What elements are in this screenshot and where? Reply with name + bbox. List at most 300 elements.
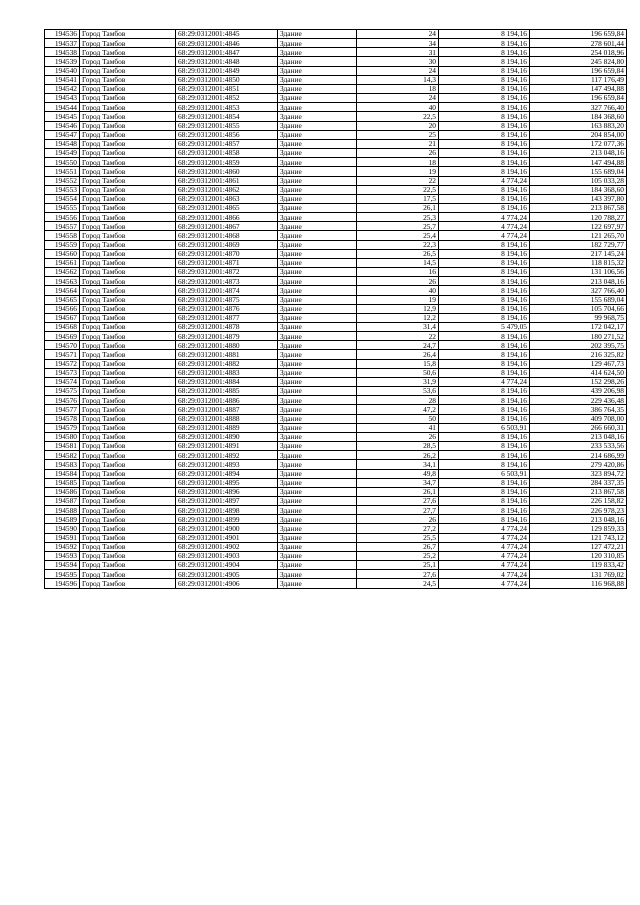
table-row — [45, 442, 627, 451]
cell-locality: Город Тамбов — [80, 405, 176, 414]
cell-area: 17,5 — [357, 194, 439, 203]
cell-object-type: Здание — [278, 350, 357, 359]
cell-cadastral-number: 68:29:0312001:4888 — [176, 414, 278, 423]
cell-object-type: Здание — [278, 194, 357, 203]
cell-row-number: 194555 — [45, 203, 80, 212]
cell-locality: Город Тамбов — [80, 506, 176, 515]
cell-cadastral-number: 68:29:0312001:4877 — [176, 313, 278, 322]
cell-locality: Город Тамбов — [80, 158, 176, 167]
cell-specific-value: 8 194,16 — [439, 432, 530, 441]
cell-object-type: Здание — [278, 203, 357, 212]
table-row — [45, 249, 627, 258]
cell-locality: Город Тамбов — [80, 460, 176, 469]
cell-area: 30 — [357, 57, 439, 66]
table-row — [45, 30, 627, 39]
cell-specific-value: 8 194,16 — [439, 341, 530, 350]
table-row — [45, 277, 627, 286]
cell-cadastral-number: 68:29:0312001:4875 — [176, 295, 278, 304]
cell-cadastral-value: 180 271,52 — [530, 332, 627, 341]
cell-locality: Город Тамбов — [80, 524, 176, 533]
cell-row-number: 194574 — [45, 377, 80, 386]
cell-area: 49,8 — [357, 469, 439, 478]
cell-cadastral-value: 323 894,72 — [530, 469, 627, 478]
cell-cadastral-number: 68:29:0312001:4878 — [176, 323, 278, 332]
cell-locality: Город Тамбов — [80, 551, 176, 560]
cell-cadastral-value: 202 395,75 — [530, 341, 627, 350]
cell-row-number: 194552 — [45, 176, 80, 185]
cell-row-number: 194553 — [45, 185, 80, 194]
table-row — [45, 323, 627, 332]
cell-specific-value: 8 194,16 — [439, 387, 530, 396]
cell-row-number: 194541 — [45, 75, 80, 84]
cell-locality: Город Тамбов — [80, 341, 176, 350]
cell-specific-value: 8 194,16 — [439, 66, 530, 75]
cell-locality: Город Тамбов — [80, 222, 176, 231]
cell-row-number: 194539 — [45, 57, 80, 66]
cell-locality: Город Тамбов — [80, 579, 176, 588]
cell-row-number: 194554 — [45, 194, 80, 203]
cell-cadastral-value: 118 815,32 — [530, 258, 627, 267]
cell-specific-value: 8 194,16 — [439, 442, 530, 451]
cell-row-number: 194570 — [45, 341, 80, 350]
cell-cadastral-value: 254 018,96 — [530, 48, 627, 57]
cell-specific-value: 8 194,16 — [439, 396, 530, 405]
cell-object-type: Здание — [278, 368, 357, 377]
cell-specific-value: 8 194,16 — [439, 112, 530, 121]
cell-row-number: 194536 — [45, 30, 80, 39]
cell-row-number: 194584 — [45, 469, 80, 478]
cell-specific-value: 8 194,16 — [439, 194, 530, 203]
cell-area: 26,5 — [357, 249, 439, 258]
cell-cadastral-number: 68:29:0312001:4866 — [176, 213, 278, 222]
cell-cadastral-number: 68:29:0312001:4906 — [176, 579, 278, 588]
cell-specific-value: 8 194,16 — [439, 103, 530, 112]
cell-object-type: Здание — [278, 277, 357, 286]
cell-specific-value: 8 194,16 — [439, 515, 530, 524]
table-row — [45, 258, 627, 267]
cell-area: 15,8 — [357, 359, 439, 368]
cell-object-type: Здание — [278, 515, 357, 524]
cell-locality: Город Тамбов — [80, 414, 176, 423]
cell-locality: Город Тамбов — [80, 203, 176, 212]
cell-locality: Город Тамбов — [80, 30, 176, 39]
cell-area: 50,6 — [357, 368, 439, 377]
cell-object-type: Здание — [278, 176, 357, 185]
cell-locality: Город Тамбов — [80, 387, 176, 396]
cell-cadastral-number: 68:29:0312001:4854 — [176, 112, 278, 121]
table-row — [45, 350, 627, 359]
cell-cadastral-value: 327 766,40 — [530, 103, 627, 112]
table-row — [45, 515, 627, 524]
cell-cadastral-value: 127 472,21 — [530, 542, 627, 551]
cell-area: 28,5 — [357, 442, 439, 451]
cell-cadastral-value: 409 708,00 — [530, 414, 627, 423]
cell-specific-value: 8 194,16 — [439, 313, 530, 322]
cell-locality: Город Тамбов — [80, 167, 176, 176]
cell-specific-value: 8 194,16 — [439, 185, 530, 194]
cell-object-type: Здание — [278, 130, 357, 139]
cell-cadastral-number: 68:29:0312001:4852 — [176, 94, 278, 103]
cell-cadastral-value: 129 467,73 — [530, 359, 627, 368]
cell-row-number: 194578 — [45, 414, 80, 423]
cell-area: 19 — [357, 167, 439, 176]
cell-locality: Город Тамбов — [80, 396, 176, 405]
cell-cadastral-value: 105 704,66 — [530, 304, 627, 313]
cell-row-number: 194594 — [45, 561, 80, 570]
cell-locality: Город Тамбов — [80, 249, 176, 258]
cell-specific-value: 8 194,16 — [439, 414, 530, 423]
cell-row-number: 194569 — [45, 332, 80, 341]
cell-specific-value: 8 194,16 — [439, 139, 530, 148]
cell-area: 21 — [357, 139, 439, 148]
cell-row-number: 194591 — [45, 533, 80, 542]
cell-object-type: Здание — [278, 249, 357, 258]
cell-cadastral-number: 68:29:0312001:4904 — [176, 561, 278, 570]
cell-cadastral-value: 121 743,12 — [530, 533, 627, 542]
cell-cadastral-number: 68:29:0312001:4869 — [176, 240, 278, 249]
cell-cadastral-number: 68:29:0312001:4891 — [176, 442, 278, 451]
table-row — [45, 579, 627, 588]
table-row — [45, 167, 627, 176]
cell-object-type: Здание — [278, 533, 357, 542]
table-row — [45, 496, 627, 505]
cell-cadastral-number: 68:29:0312001:4902 — [176, 542, 278, 551]
cell-row-number: 194550 — [45, 158, 80, 167]
cell-cadastral-value: 121 265,70 — [530, 231, 627, 240]
cell-cadastral-value: 214 686,99 — [530, 451, 627, 460]
cell-locality: Город Тамбов — [80, 478, 176, 487]
cell-row-number: 194540 — [45, 66, 80, 75]
cell-row-number: 194593 — [45, 551, 80, 560]
cell-cadastral-number: 68:29:0312001:4897 — [176, 496, 278, 505]
cell-object-type: Здание — [278, 39, 357, 48]
cell-cadastral-value: 196 659,84 — [530, 66, 627, 75]
cell-object-type: Здание — [278, 396, 357, 405]
cell-cadastral-value: 120 788,27 — [530, 213, 627, 222]
cell-cadastral-number: 68:29:0312001:4867 — [176, 222, 278, 231]
cell-locality: Город Тамбов — [80, 130, 176, 139]
cell-specific-value: 8 194,16 — [439, 268, 530, 277]
cell-locality: Город Тамбов — [80, 487, 176, 496]
table-row — [45, 313, 627, 322]
cell-locality: Город Тамбов — [80, 258, 176, 267]
cell-locality: Город Тамбов — [80, 194, 176, 203]
table-row — [45, 432, 627, 441]
cell-specific-value: 8 194,16 — [439, 478, 530, 487]
cell-locality: Город Тамбов — [80, 176, 176, 185]
cell-locality: Город Тамбов — [80, 542, 176, 551]
cell-cadastral-number: 68:29:0312001:4863 — [176, 194, 278, 203]
cell-cadastral-number: 68:29:0312001:4882 — [176, 359, 278, 368]
cell-object-type: Здание — [278, 387, 357, 396]
cell-object-type: Здание — [278, 103, 357, 112]
cell-cadastral-value: 120 310,85 — [530, 551, 627, 560]
cell-row-number: 194588 — [45, 506, 80, 515]
table-row — [45, 84, 627, 93]
table-row — [45, 130, 627, 139]
cell-area: 25,1 — [357, 561, 439, 570]
cell-row-number: 194573 — [45, 368, 80, 377]
cell-cadastral-value: 217 145,24 — [530, 249, 627, 258]
cell-row-number: 194582 — [45, 451, 80, 460]
cell-specific-value: 4 774,24 — [439, 176, 530, 185]
cell-specific-value: 8 194,16 — [439, 149, 530, 158]
cell-locality: Город Тамбов — [80, 377, 176, 386]
cell-cadastral-number: 68:29:0312001:4857 — [176, 139, 278, 148]
cell-cadastral-number: 68:29:0312001:4905 — [176, 570, 278, 579]
cell-cadastral-number: 68:29:0312001:4881 — [176, 350, 278, 359]
cell-locality: Город Тамбов — [80, 112, 176, 121]
cell-row-number: 194580 — [45, 432, 80, 441]
cell-cadastral-number: 68:29:0312001:4901 — [176, 533, 278, 542]
cell-object-type: Здание — [278, 313, 357, 322]
cell-object-type: Здание — [278, 323, 357, 332]
cell-object-type: Здание — [278, 561, 357, 570]
cell-row-number: 194568 — [45, 323, 80, 332]
cell-locality: Город Тамбов — [80, 240, 176, 249]
cell-object-type: Здание — [278, 304, 357, 313]
cell-object-type: Здание — [278, 359, 357, 368]
cell-locality: Город Тамбов — [80, 231, 176, 240]
cell-cadastral-value: 147 494,88 — [530, 158, 627, 167]
cell-specific-value: 8 194,16 — [439, 75, 530, 84]
cell-specific-value: 8 194,16 — [439, 57, 530, 66]
cell-row-number: 194575 — [45, 387, 80, 396]
cell-cadastral-value: 278 601,44 — [530, 39, 627, 48]
table-row — [45, 295, 627, 304]
cell-locality: Город Тамбов — [80, 451, 176, 460]
cell-object-type: Здание — [278, 442, 357, 451]
cell-area: 24 — [357, 94, 439, 103]
table-row — [45, 533, 627, 542]
cell-area: 24 — [357, 30, 439, 39]
cell-cadastral-value: 172 077,36 — [530, 139, 627, 148]
cell-specific-value: 4 774,24 — [439, 551, 530, 560]
cell-specific-value: 8 194,16 — [439, 203, 530, 212]
table-row — [45, 542, 627, 551]
cell-area: 34 — [357, 39, 439, 48]
cell-object-type: Здание — [278, 240, 357, 249]
cell-area: 12,2 — [357, 313, 439, 322]
cell-row-number: 194567 — [45, 313, 80, 322]
cell-object-type: Здание — [278, 570, 357, 579]
cell-row-number: 194564 — [45, 286, 80, 295]
cell-area: 22,5 — [357, 112, 439, 121]
cell-row-number: 194587 — [45, 496, 80, 505]
cell-cadastral-number: 68:29:0312001:4850 — [176, 75, 278, 84]
cell-cadastral-value: 155 689,04 — [530, 167, 627, 176]
cell-cadastral-number: 68:29:0312001:4872 — [176, 268, 278, 277]
cell-cadastral-number: 68:29:0312001:4896 — [176, 487, 278, 496]
cell-object-type: Здание — [278, 377, 357, 386]
cell-object-type: Здание — [278, 84, 357, 93]
cell-object-type: Здание — [278, 185, 357, 194]
cell-cadastral-value: 155 689,04 — [530, 295, 627, 304]
cell-specific-value: 4 774,24 — [439, 579, 530, 588]
cell-specific-value: 8 194,16 — [439, 30, 530, 39]
table-row — [45, 75, 627, 84]
cell-row-number: 194548 — [45, 139, 80, 148]
table-row — [45, 139, 627, 148]
cell-cadastral-number: 68:29:0312001:4856 — [176, 130, 278, 139]
cell-area: 26,1 — [357, 203, 439, 212]
cell-row-number: 194572 — [45, 359, 80, 368]
cell-area: 31,4 — [357, 323, 439, 332]
cell-object-type: Здание — [278, 496, 357, 505]
cell-area: 27,6 — [357, 570, 439, 579]
cell-row-number: 194589 — [45, 515, 80, 524]
table-row — [45, 524, 627, 533]
cell-area: 22,5 — [357, 185, 439, 194]
cell-object-type: Здание — [278, 542, 357, 551]
table-row — [45, 112, 627, 121]
table-row — [45, 231, 627, 240]
cell-area: 28 — [357, 396, 439, 405]
cell-area: 14,5 — [357, 258, 439, 267]
cell-cadastral-value: 213 867,58 — [530, 487, 627, 496]
cell-specific-value: 8 194,16 — [439, 295, 530, 304]
cell-specific-value: 4 774,24 — [439, 533, 530, 542]
cell-object-type: Здание — [278, 75, 357, 84]
cell-specific-value: 4 774,24 — [439, 542, 530, 551]
cell-specific-value: 8 194,16 — [439, 158, 530, 167]
cell-specific-value: 4 774,24 — [439, 377, 530, 386]
table-row — [45, 387, 627, 396]
cell-area: 41 — [357, 423, 439, 432]
cell-object-type: Здание — [278, 48, 357, 57]
cell-specific-value: 4 774,24 — [439, 570, 530, 579]
cell-cadastral-number: 68:29:0312001:4903 — [176, 551, 278, 560]
cell-cadastral-number: 68:29:0312001:4870 — [176, 249, 278, 258]
cell-cadastral-value: 233 533,56 — [530, 442, 627, 451]
cell-cadastral-value: 213 048,16 — [530, 515, 627, 524]
cell-cadastral-value: 122 697,97 — [530, 222, 627, 231]
cell-area: 26,2 — [357, 451, 439, 460]
cell-locality: Город Тамбов — [80, 213, 176, 222]
cell-row-number: 194571 — [45, 350, 80, 359]
cell-locality: Город Тамбов — [80, 432, 176, 441]
table-row — [45, 286, 627, 295]
cell-cadastral-value: 204 854,00 — [530, 130, 627, 139]
table-row — [45, 304, 627, 313]
cell-cadastral-value: 196 659,84 — [530, 30, 627, 39]
table-row — [45, 423, 627, 432]
cell-row-number: 194592 — [45, 542, 80, 551]
cell-area: 12,9 — [357, 304, 439, 313]
cell-row-number: 194576 — [45, 396, 80, 405]
cell-cadastral-value: 213 867,58 — [530, 203, 627, 212]
cell-locality: Город Тамбов — [80, 515, 176, 524]
cell-specific-value: 8 194,16 — [439, 359, 530, 368]
cell-cadastral-value: 117 176,49 — [530, 75, 627, 84]
table-row — [45, 103, 627, 112]
cell-area: 34,1 — [357, 460, 439, 469]
cell-area: 31,9 — [357, 377, 439, 386]
cell-area: 26,4 — [357, 350, 439, 359]
cell-specific-value: 8 194,16 — [439, 258, 530, 267]
table-row — [45, 341, 627, 350]
cell-locality: Город Тамбов — [80, 286, 176, 295]
table-row — [45, 478, 627, 487]
cell-cadastral-number: 68:29:0312001:4871 — [176, 258, 278, 267]
cell-area: 24,5 — [357, 579, 439, 588]
cell-object-type: Здание — [278, 432, 357, 441]
cell-row-number: 194558 — [45, 231, 80, 240]
cell-row-number: 194544 — [45, 103, 80, 112]
cell-area: 16 — [357, 268, 439, 277]
cell-area: 25,7 — [357, 222, 439, 231]
table-row — [45, 158, 627, 167]
cell-area: 20 — [357, 121, 439, 130]
cell-cadastral-number: 68:29:0312001:4851 — [176, 84, 278, 93]
cell-cadastral-number: 68:29:0312001:4849 — [176, 66, 278, 75]
cell-row-number: 194585 — [45, 478, 80, 487]
cell-cadastral-value: 229 436,48 — [530, 396, 627, 405]
cell-cadastral-number: 68:29:0312001:4846 — [176, 39, 278, 48]
cell-cadastral-value: 184 368,60 — [530, 185, 627, 194]
cell-cadastral-value: 105 033,28 — [530, 176, 627, 185]
cell-locality: Город Тамбов — [80, 350, 176, 359]
cell-specific-value: 8 194,16 — [439, 496, 530, 505]
cell-row-number: 194549 — [45, 149, 80, 158]
cell-object-type: Здание — [278, 451, 357, 460]
cell-row-number: 194543 — [45, 94, 80, 103]
cell-row-number: 194547 — [45, 130, 80, 139]
cell-locality: Город Тамбов — [80, 39, 176, 48]
cell-cadastral-number: 68:29:0312001:4900 — [176, 524, 278, 533]
cell-locality: Город Тамбов — [80, 149, 176, 158]
cell-area: 22 — [357, 332, 439, 341]
cell-object-type: Здание — [278, 506, 357, 515]
cell-cadastral-number: 68:29:0312001:4855 — [176, 121, 278, 130]
cell-locality: Город Тамбов — [80, 268, 176, 277]
cell-object-type: Здание — [278, 213, 357, 222]
cell-cadastral-value: 184 368,60 — [530, 112, 627, 121]
cell-locality: Город Тамбов — [80, 313, 176, 322]
cell-object-type: Здание — [278, 121, 357, 130]
cell-row-number: 194562 — [45, 268, 80, 277]
cell-locality: Город Тамбов — [80, 295, 176, 304]
table-row — [45, 194, 627, 203]
cell-area: 53,6 — [357, 387, 439, 396]
cell-cadastral-value: 196 659,84 — [530, 94, 627, 103]
cell-area: 47,2 — [357, 405, 439, 414]
table-row — [45, 332, 627, 341]
cell-cadastral-value: 152 298,26 — [530, 377, 627, 386]
cell-row-number: 194546 — [45, 121, 80, 130]
cell-cadastral-number: 68:29:0312001:4874 — [176, 286, 278, 295]
table-body — [45, 30, 627, 589]
cell-cadastral-number: 68:29:0312001:4885 — [176, 387, 278, 396]
cell-object-type: Здание — [278, 30, 357, 39]
cell-cadastral-number: 68:29:0312001:4889 — [176, 423, 278, 432]
cell-area: 25,3 — [357, 213, 439, 222]
cell-specific-value: 8 194,16 — [439, 405, 530, 414]
cell-specific-value: 8 194,16 — [439, 304, 530, 313]
cell-specific-value: 4 774,24 — [439, 231, 530, 240]
cell-area: 19 — [357, 295, 439, 304]
cell-area: 26 — [357, 277, 439, 286]
cell-cadastral-value: 386 764,35 — [530, 405, 627, 414]
table-row — [45, 66, 627, 75]
cell-specific-value: 8 194,16 — [439, 249, 530, 258]
cell-locality: Город Тамбов — [80, 84, 176, 93]
cell-specific-value: 8 194,16 — [439, 506, 530, 515]
table-row — [45, 222, 627, 231]
cell-locality: Город Тамбов — [80, 469, 176, 478]
cell-cadastral-value: 119 833,42 — [530, 561, 627, 570]
cell-area: 18 — [357, 84, 439, 93]
